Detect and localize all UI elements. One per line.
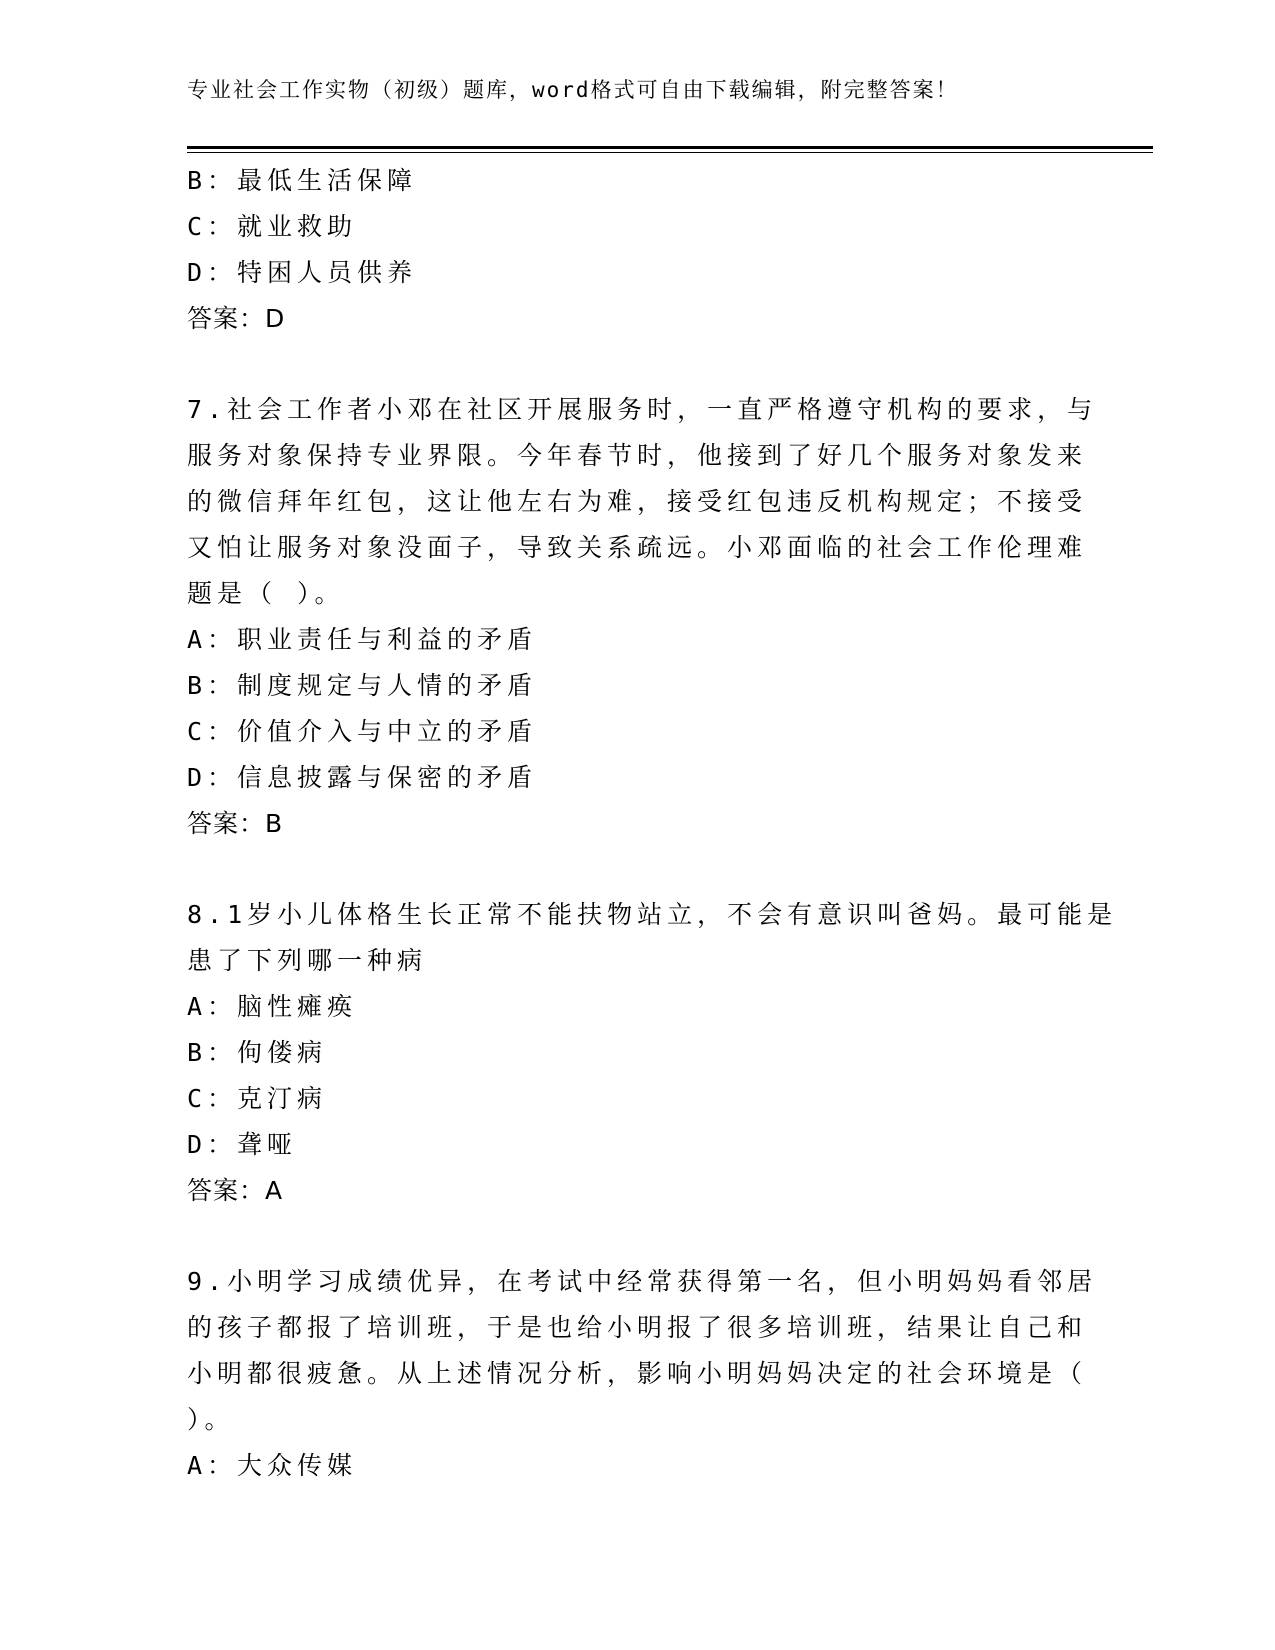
option-b: B：制度规定与人情的矛盾 (187, 671, 538, 700)
question-stem-line: 的孩子都报了培训班，于是也给小明报了很多培训班，结果让自己和 (187, 1313, 1088, 1342)
question-stem-line: 小明都很疲惫。从上述情况分析，影响小明妈妈决定的社会环境是（ (187, 1359, 1088, 1388)
header-rule-thin (187, 152, 1153, 153)
answer: 答案：A (187, 1176, 284, 1205)
option-a: A：职业责任与利益的矛盾 (187, 625, 538, 654)
option-c: C：就业救助 (187, 212, 358, 241)
question-7 (187, 387, 1098, 847)
question-stem-line: 7.社会工作者小邓在社区开展服务时，一直严格遵守机构的要求，与 (187, 395, 1098, 424)
option-a: A：脑性瘫痪 (187, 992, 358, 1021)
question-stem-line: 的微信拜年红包，这让他左右为难，接受红包违反机构规定；不接受 (187, 487, 1088, 516)
header-rule (187, 146, 1153, 149)
option-d: D：信息披露与保密的矛盾 (187, 763, 538, 792)
question-9 (187, 1259, 1098, 1489)
question-stem-line: ）。 (187, 1405, 235, 1434)
option-a: A：大众传媒 (187, 1451, 358, 1480)
question-8 (187, 892, 1118, 1214)
answer: 答案：B (187, 809, 284, 838)
option-d: D：特困人员供养 (187, 258, 418, 287)
question-stem-line: 题是（ ）。 (187, 579, 345, 608)
option-c: C：克汀病 (187, 1084, 328, 1113)
question-stem-line: 又怕让服务对象没面子，导致关系疏远。小邓面临的社会工作伦理难 (187, 533, 1088, 562)
prev-question (187, 158, 1087, 342)
option-d: D：聋哑 (187, 1130, 298, 1159)
question-stem-line: 服务对象保持专业界限。今年春节时，他接到了好几个服务对象发来 (187, 441, 1088, 470)
question-stem-line: 患了下列哪一种病 (187, 946, 428, 975)
page-header: 专业社会工作实物（初级）题库，word格式可自由下载编辑，附完整答案！ (187, 78, 959, 102)
option-b: B：佝偻病 (187, 1038, 328, 1067)
answer: 答案：D (187, 304, 286, 333)
question-content (187, 158, 1118, 1489)
option-b: B：最低生活保障 (187, 166, 418, 195)
option-c: C：价值介入与中立的矛盾 (187, 717, 538, 746)
question-stem-line: 8.1岁小儿体格生长正常不能扶物站立，不会有意识叫爸妈。最可能是 (187, 900, 1118, 929)
question-stem-line: 9.小明学习成绩优异，在考试中经常获得第一名，但小明妈妈看邻居 (187, 1267, 1098, 1296)
